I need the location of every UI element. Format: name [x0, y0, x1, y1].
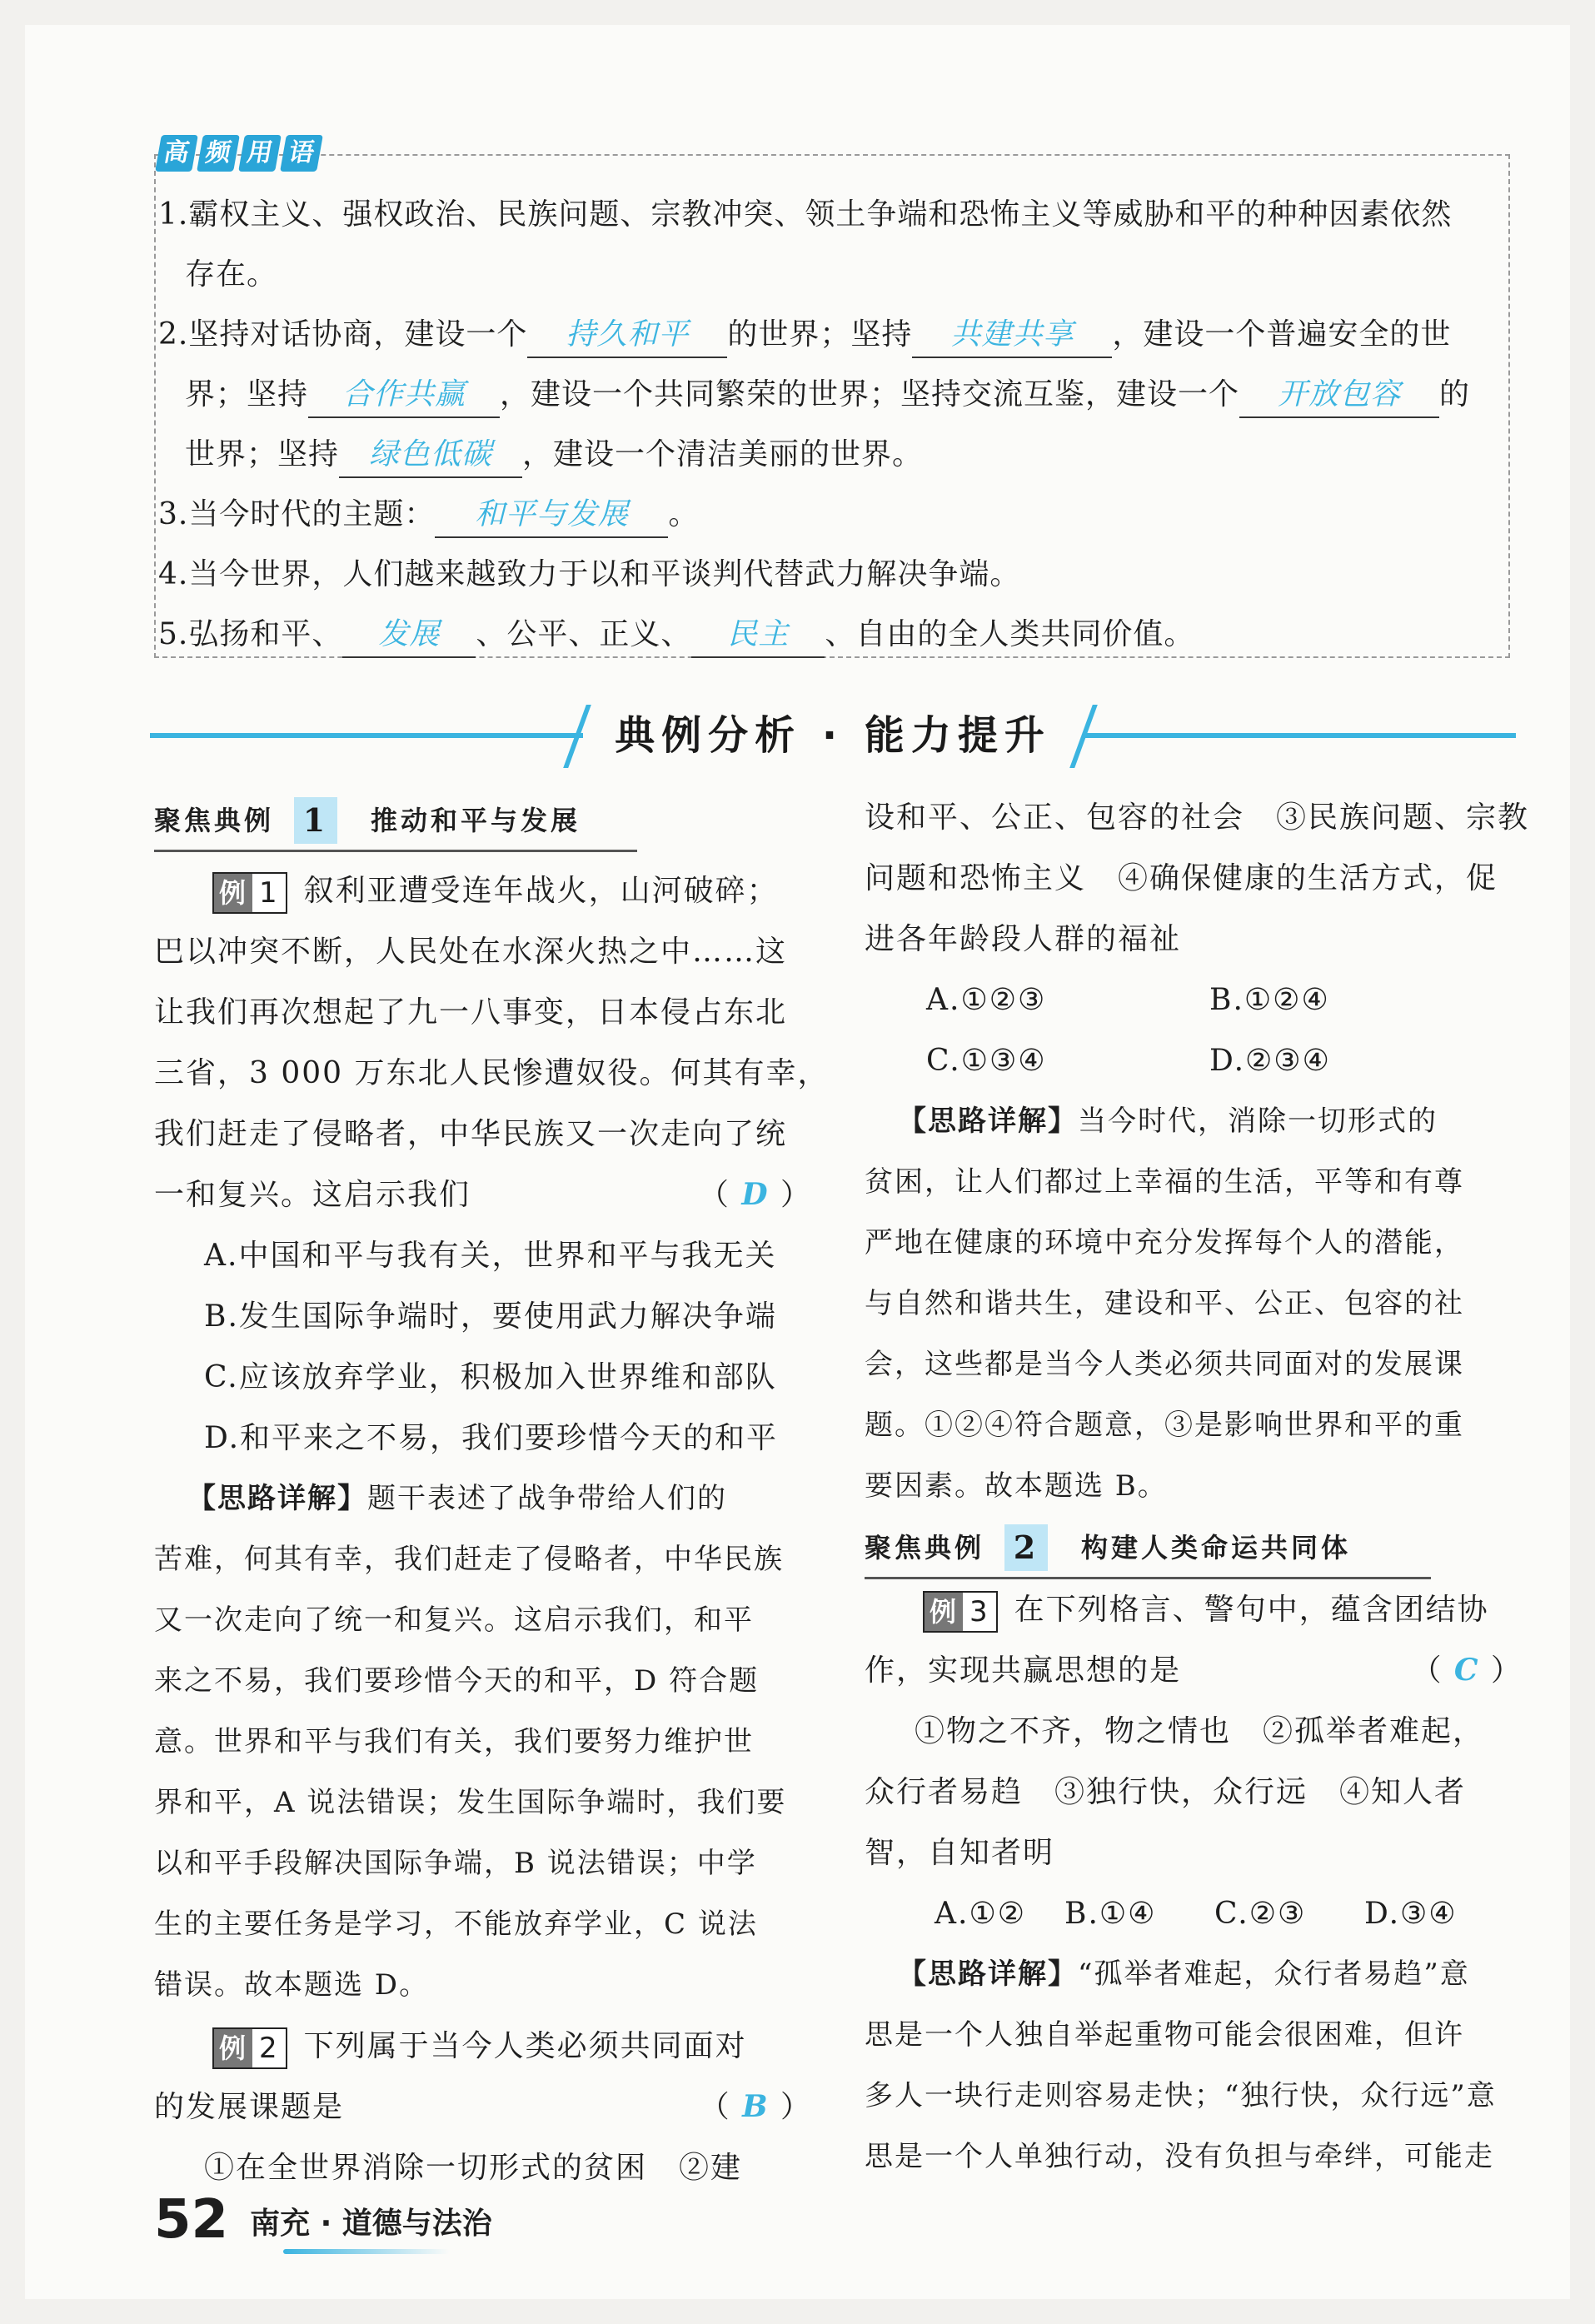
analysis-3: 【思路详解】“孤举者难起，众行者易趋”意: [898, 1957, 1470, 1991]
analysis-line: 会，这些都是当今人类必须共同面对的发展课: [865, 1348, 1464, 1381]
analysis-line: 苦难，何其有幸，我们赶走了侵略者，中华民族: [154, 1543, 784, 1576]
text-line: 我们赶走了侵略者，中华民族又一次走向了统: [154, 1117, 788, 1151]
header-rule: [150, 733, 583, 738]
text-line: 让我们再次想起了九一八事变，日本侵占东北: [154, 995, 788, 1030]
fill-blank: 绿色低碳: [339, 433, 522, 478]
analysis-line: 错误。故本题选 D。: [154, 1968, 430, 2002]
hf-line-4: 世界；坚持 绿色低碳 ，建设一个清洁美丽的世界。: [185, 425, 923, 485]
answer: C: [1453, 1653, 1480, 1688]
answer-bracket: （ B ）: [699, 2089, 812, 2124]
analysis-1: 【思路详解】题干表述了战争带给人们的: [187, 1482, 727, 1515]
analysis-line: 多人一块行走则容易走快；“独行快，众行远”意: [865, 2079, 1497, 2112]
statement-line: 智，自知者明: [865, 1836, 1055, 1870]
book-title: 南充 · 道德与法治: [250, 2207, 492, 2241]
badge-char: 频: [197, 135, 240, 172]
answer: D: [741, 1177, 770, 1212]
analysis-line: 又一次走向了统一和复兴。这启示我们，和平: [154, 1603, 754, 1637]
left-column: [154, 791, 830, 2198]
statement-line: 进各年龄段人群的福祉: [865, 922, 1182, 956]
analysis-line: 以和平手段解决国际争端，B 说法错误；中学: [154, 1847, 757, 1880]
answer-bracket: （ D ）: [698, 1177, 812, 1212]
option: B.发生国际争端时，要使用武力解决争端: [204, 1299, 777, 1334]
focus-number: 2: [1004, 1524, 1048, 1571]
answer-bracket: （ C ）: [1411, 1653, 1523, 1688]
analysis-2: 【思路详解】当今时代，消除一切形式的: [898, 1105, 1438, 1138]
badge-char: 高: [155, 135, 198, 172]
focus-heading-1: 聚焦典例 1 推动和平与发展: [154, 791, 637, 852]
example-tag: 例 2: [212, 2027, 287, 2069]
fill-blank: 开放包容: [1239, 373, 1439, 418]
option: A.中国和平与我有关，世界和平与我无关: [204, 1239, 777, 1273]
hf-line-5: 3.当今时代的主题： 和平与发展 。: [158, 485, 699, 545]
analysis-line: 与自然和谐共生，建设和平、公正、包容的社: [865, 1287, 1464, 1320]
header-rule: [1083, 733, 1516, 738]
statement-line: 众行者易趋 ③独行快，众行远 ④知人者: [865, 1775, 1467, 1809]
options-row: C.①③④ D.②③④: [926, 1044, 1331, 1078]
analysis-line: 严地在健康的环境中充分发挥每个人的潜能，: [865, 1226, 1464, 1259]
footer-accent-bar: [283, 2249, 450, 2254]
analysis-line: 界和平，A 说法错误；发生国际争端时，我们要: [154, 1786, 787, 1819]
hf-line-3: 界；坚持 合作共赢 ，建设一个共同繁荣的世界；坚持交流互鉴，建设一个 开放包容 的: [185, 365, 1470, 425]
focus-number: 1: [294, 797, 337, 844]
analysis-line: 来之不易，我们要珍惜今天的和平，D 符合题: [154, 1664, 760, 1698]
analysis-line: 思是一个人独自举起重物可能会很困难，但许: [865, 2018, 1464, 2052]
fill-blank: 和平与发展: [435, 493, 668, 538]
options-row: A.①②③ B.①②④: [926, 983, 1330, 1017]
analysis-line: 题。①②④符合题意，③是影响世界和平的重: [865, 1409, 1464, 1442]
option: D.和平来之不易，我们要珍惜今天的和平: [204, 1421, 779, 1455]
focus-heading-2: 聚焦典例 2 构建人类命运共同体: [865, 1519, 1431, 1579]
option: C.应该放弃学业，积极加入世界维和部队: [204, 1360, 777, 1394]
fill-blank: 发展: [342, 613, 476, 658]
fill-blank: 共建共享: [912, 313, 1112, 358]
statement-line: 设和平、公正、包容的社会 ③民族问题、宗教: [865, 800, 1530, 835]
example-tag: 例 3: [923, 1591, 998, 1633]
example-3-stem: 例 3 在下列格言、警句中，蕴含团结协: [865, 1579, 1523, 1640]
example-tag: 例 1: [212, 872, 287, 914]
answer: B: [742, 2089, 770, 2124]
section-header: [150, 698, 1516, 773]
hf-line-7: 5.弘扬和平、 发展 、公平、正义、 民主 、自由的全人类共同价值。: [158, 605, 1194, 665]
fill-blank: 合作共赢: [308, 373, 500, 418]
high-frequency-badge: [158, 135, 320, 172]
badge-char: 语: [280, 135, 323, 172]
fill-blank: 持久和平: [527, 313, 727, 358]
page-footer: [154, 2182, 492, 2249]
example-2-last-line: 的发展课题是 （ B ）: [154, 2077, 812, 2137]
badge-char: 用: [238, 135, 282, 172]
example-1-last-line: 一和复兴。这启示我们 （ D ）: [154, 1164, 812, 1225]
section-title: 典例分析 · 能力提升: [615, 712, 1051, 759]
analysis-line: 要因素。故本题选 B。: [865, 1469, 1168, 1503]
text-line: 巴以冲突不断，人民处在水深火热之中……这: [154, 935, 788, 969]
fill-blank: 民主: [691, 613, 825, 658]
hf-line-1b: 存在。: [185, 257, 278, 292]
analysis-line: 贫困，让人们都过上幸福的生活，平等和有尊: [865, 1165, 1464, 1199]
hf-line-1: 1.霸权主义、强权政治、民族问题、宗教冲突、领土争端和恐怖主义等威胁和平的种种因素依然: [158, 197, 1453, 232]
statement-line: ①在全世界消除一切形式的贫困 ②建: [204, 2151, 743, 2185]
statement-line: ①物之不齐，物之情也 ②孤举者难起，: [915, 1714, 1485, 1748]
example-3-last-line: 作，实现共赢思想的是 （ C ）: [865, 1640, 1523, 1701]
hf-line-2: 2.坚持对话协商，建设一个 持久和平 的世界；坚持 共建共享 ，建设一个普遍安全的世: [158, 305, 1451, 365]
analysis-line: 思是一个人单独行动，没有负担与牵绊，可能走: [865, 2140, 1494, 2173]
right-column: [865, 787, 1530, 2187]
statement-line: 问题和恐怖主义 ④确保健康的生活方式，促: [865, 861, 1498, 895]
analysis-line: 意。世界和平与我们有关，我们要努力维护世: [154, 1725, 754, 1758]
example-1-stem: 例 1 叙利亚遭受连年战火，山河破碎；: [154, 860, 812, 921]
hf-line-6: 4.当今世界，人们越来越致力于以和平谈判代替武力解决争端。: [158, 557, 1021, 591]
text-line: 三省，3 000 万东北人民惨遭奴役。何其有幸，: [154, 1056, 830, 1090]
example-2-stem: 例 2 下列属于当今人类必须共同面对: [154, 2016, 812, 2077]
options-row: A.①② B.①④ C.②③ D.③④: [935, 1897, 1458, 1931]
page-number: 52: [154, 2189, 229, 2251]
analysis-line: 生的主要任务是学习，不能放弃学业，C 说法: [154, 1908, 758, 1941]
